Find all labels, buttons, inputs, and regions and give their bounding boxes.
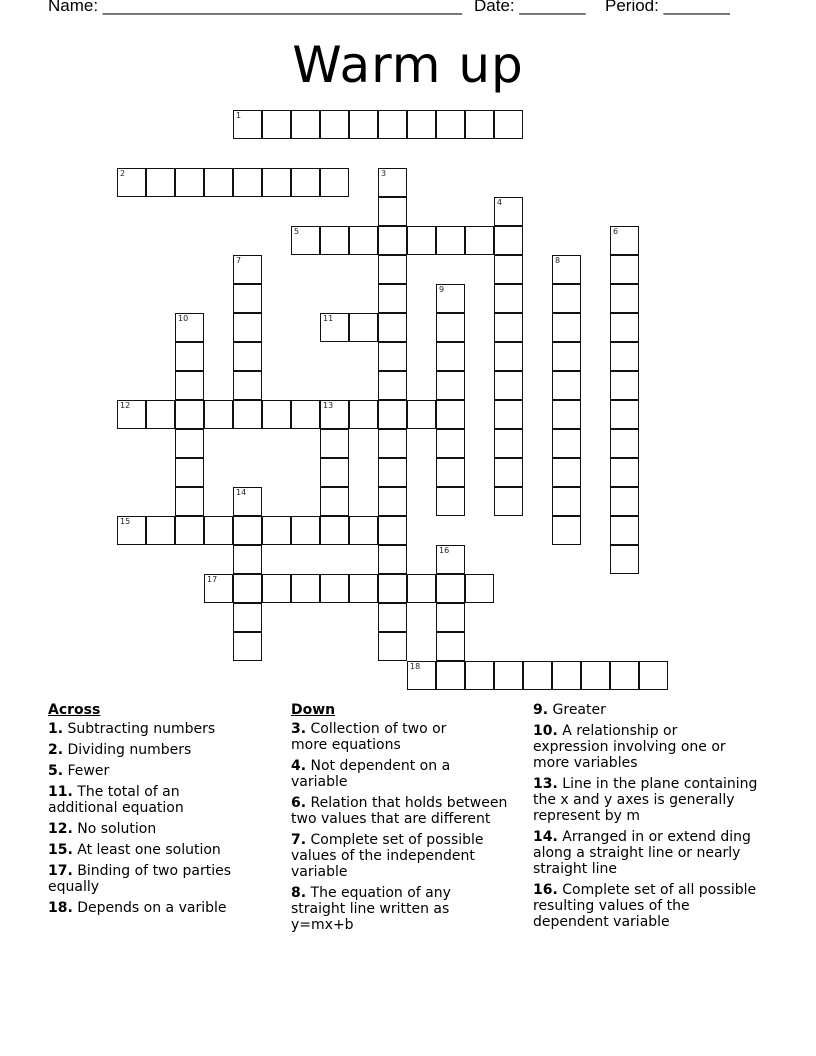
clue-number: 13 xyxy=(323,401,334,410)
crossword-cell[interactable] xyxy=(465,110,494,139)
crossword-cell[interactable] xyxy=(262,516,291,545)
crossword-cell[interactable] xyxy=(320,313,349,342)
crossword-cell[interactable] xyxy=(436,632,465,661)
clue-number: 3 xyxy=(381,169,387,178)
crossword-cell[interactable] xyxy=(320,226,349,255)
crossword-cell[interactable] xyxy=(378,487,407,516)
crossword-cell[interactable] xyxy=(378,226,407,255)
across-clues xyxy=(48,702,268,921)
clue-number: 18 xyxy=(410,662,421,671)
crossword-cell[interactable] xyxy=(610,545,639,574)
name-field[interactable]: Name: ______________________________________ xyxy=(48,0,463,15)
clue-down-13: 13. Line in the plane containing the x and y axes is generally represent by m xyxy=(533,776,758,824)
crossword-cell[interactable] xyxy=(552,429,581,458)
clue-down-9: 9. Greater xyxy=(533,702,606,718)
clue-across-12: 12. No solution xyxy=(48,821,157,837)
clue-number: 6 xyxy=(613,227,619,236)
clue-number: 14 xyxy=(236,488,247,497)
crossword-cell[interactable] xyxy=(233,168,262,197)
crossword-cell[interactable] xyxy=(204,400,233,429)
clue-down-16: 16. Complete set of all possible resulting values of the dependent variable xyxy=(533,882,757,930)
crossword-cell[interactable] xyxy=(610,487,639,516)
crossword-cell[interactable] xyxy=(552,487,581,516)
crossword-cell[interactable] xyxy=(291,110,320,139)
crossword-cell[interactable] xyxy=(117,168,146,197)
down-clues-col1 xyxy=(291,702,516,938)
crossword-cell[interactable] xyxy=(175,458,204,487)
clue-number: 4 xyxy=(497,198,503,207)
crossword-cell[interactable] xyxy=(175,516,204,545)
crossword-cell[interactable] xyxy=(117,516,146,545)
down-heading: Down xyxy=(291,702,336,718)
crossword-cell[interactable] xyxy=(320,429,349,458)
crossword-cell[interactable] xyxy=(465,226,494,255)
clue-down-10: 10. A relationship or expression involving one or more variables xyxy=(533,723,726,771)
clue-across-17: 17. Binding of two parties equally xyxy=(48,863,232,895)
crossword-cell[interactable] xyxy=(233,487,262,516)
crossword-cell[interactable] xyxy=(610,371,639,400)
crossword-cell[interactable] xyxy=(175,487,204,516)
clue-down-7: 7. Complete set of possible values of the independent variable xyxy=(291,832,484,880)
crossword-cell[interactable] xyxy=(320,516,349,545)
crossword-cell[interactable] xyxy=(581,661,610,690)
crossword-cell[interactable] xyxy=(494,429,523,458)
across-heading: Across xyxy=(48,702,101,718)
crossword-cell[interactable] xyxy=(494,255,523,284)
crossword-cell[interactable] xyxy=(320,168,349,197)
crossword-cell[interactable] xyxy=(552,313,581,342)
crossword-cell[interactable] xyxy=(610,661,639,690)
crossword-cell[interactable] xyxy=(552,371,581,400)
crossword-cell[interactable] xyxy=(204,168,233,197)
clue-across-1: 1. Subtracting numbers xyxy=(48,721,216,737)
crossword-cell[interactable] xyxy=(262,574,291,603)
crossword-cell[interactable] xyxy=(233,110,262,139)
clue-number: 9 xyxy=(439,285,445,294)
crossword-cell[interactable] xyxy=(378,342,407,371)
crossword-cell[interactable] xyxy=(436,400,465,429)
crossword-cell[interactable] xyxy=(291,226,320,255)
crossword-cell[interactable] xyxy=(436,371,465,400)
crossword-cell[interactable] xyxy=(204,574,233,603)
crossword-cell[interactable] xyxy=(523,661,552,690)
clue-number: 2 xyxy=(120,169,126,178)
crossword-cell[interactable] xyxy=(552,400,581,429)
crossword-cell[interactable] xyxy=(610,429,639,458)
clue-number: 12 xyxy=(120,401,131,410)
clue-number: 16 xyxy=(439,546,450,555)
crossword-cell[interactable] xyxy=(436,284,465,313)
crossword-cell[interactable] xyxy=(436,487,465,516)
clue-number: 17 xyxy=(207,575,218,584)
clue-number: 7 xyxy=(236,256,242,265)
crossword-cell[interactable] xyxy=(639,661,668,690)
crossword-cell[interactable] xyxy=(436,342,465,371)
date-field[interactable]: Date: _______ xyxy=(474,0,586,15)
crossword-cell[interactable] xyxy=(291,168,320,197)
crossword-cell[interactable] xyxy=(494,226,523,255)
crossword-cell[interactable] xyxy=(320,400,349,429)
crossword-cell[interactable] xyxy=(175,168,204,197)
crossword-cell[interactable] xyxy=(146,516,175,545)
crossword-cell[interactable] xyxy=(262,168,291,197)
crossword-cell[interactable] xyxy=(436,110,465,139)
crossword-cell[interactable] xyxy=(494,197,523,226)
crossword-cell[interactable] xyxy=(320,110,349,139)
crossword-cell[interactable] xyxy=(465,661,494,690)
crossword-cell[interactable] xyxy=(233,371,262,400)
crossword-cell[interactable] xyxy=(378,284,407,313)
crossword-cell[interactable] xyxy=(378,458,407,487)
crossword-cell[interactable] xyxy=(291,400,320,429)
clue-down-4: 4. Not dependent on a variable xyxy=(291,758,451,790)
crossword-cell[interactable] xyxy=(552,516,581,545)
clue-across-2: 2. Dividing numbers xyxy=(48,742,192,758)
clue-number: 1 xyxy=(236,111,242,120)
crossword-cell[interactable] xyxy=(204,516,233,545)
crossword-cell[interactable] xyxy=(436,603,465,632)
crossword-cell[interactable] xyxy=(233,632,262,661)
crossword-cell[interactable] xyxy=(494,371,523,400)
crossword-cell[interactable] xyxy=(117,400,146,429)
crossword-cell[interactable] xyxy=(349,110,378,139)
crossword-cell[interactable] xyxy=(552,458,581,487)
clue-number: 10 xyxy=(178,314,189,323)
crossword-cell[interactable] xyxy=(494,110,523,139)
crossword-cell[interactable] xyxy=(552,284,581,313)
crossword-cell[interactable] xyxy=(233,516,262,545)
crossword-cell[interactable] xyxy=(494,400,523,429)
clue-number: 15 xyxy=(120,517,131,526)
crossword-cell[interactable] xyxy=(610,226,639,255)
crossword-cell[interactable] xyxy=(233,313,262,342)
crossword-cell[interactable] xyxy=(494,313,523,342)
crossword-cell[interactable] xyxy=(436,545,465,574)
crossword-cell[interactable] xyxy=(436,313,465,342)
crossword-cell[interactable] xyxy=(436,661,465,690)
crossword-cell[interactable] xyxy=(349,313,378,342)
crossword-cell[interactable] xyxy=(378,429,407,458)
clue-number: 8 xyxy=(555,256,561,265)
crossword-cell[interactable] xyxy=(233,255,262,284)
crossword-cell[interactable] xyxy=(233,574,262,603)
crossword-cell[interactable] xyxy=(407,661,436,690)
crossword-cell[interactable] xyxy=(465,574,494,603)
clue-number: 11 xyxy=(323,314,334,323)
crossword-cell[interactable] xyxy=(233,545,262,574)
crossword-cell[interactable] xyxy=(407,110,436,139)
crossword-cell[interactable] xyxy=(262,400,291,429)
clue-down-14: 14. Arranged in or extend ding along a straight line or nearly straight line xyxy=(533,829,751,877)
clue-across-11: 11. The total of an additional equation xyxy=(48,784,184,816)
clue-across-18: 18. Depends on a varible xyxy=(48,900,227,916)
crossword-cell[interactable] xyxy=(175,429,204,458)
crossword-cell[interactable] xyxy=(378,110,407,139)
crossword-cell[interactable] xyxy=(494,342,523,371)
crossword-cell[interactable] xyxy=(378,516,407,545)
period-field[interactable]: Period: _______ xyxy=(605,0,730,15)
crossword-cell[interactable] xyxy=(436,458,465,487)
crossword-cell[interactable] xyxy=(378,545,407,574)
crossword-cell[interactable] xyxy=(320,574,349,603)
clue-down-8: 8. The equation of any straight line written as y=mx+b xyxy=(291,885,451,933)
clue-across-15: 15. At least one solution xyxy=(48,842,221,858)
crossword-cell[interactable] xyxy=(494,458,523,487)
crossword-cell[interactable] xyxy=(349,516,378,545)
crossword-cell[interactable] xyxy=(378,197,407,226)
crossword-cell[interactable] xyxy=(378,603,407,632)
crossword-cell[interactable] xyxy=(407,400,436,429)
clue-number: 5 xyxy=(294,227,300,236)
crossword-cell[interactable] xyxy=(610,313,639,342)
crossword-cell[interactable] xyxy=(233,400,262,429)
crossword-cell[interactable] xyxy=(610,255,639,284)
crossword-cell[interactable] xyxy=(610,342,639,371)
crossword-cell[interactable] xyxy=(233,342,262,371)
crossword-cell[interactable] xyxy=(378,632,407,661)
crossword-cell[interactable] xyxy=(494,284,523,313)
crossword-cell[interactable] xyxy=(262,110,291,139)
crossword-cell[interactable] xyxy=(552,661,581,690)
down-clues-col2 xyxy=(533,702,763,935)
crossword-cell[interactable] xyxy=(610,458,639,487)
crossword-cell[interactable] xyxy=(233,603,262,632)
crossword-cell[interactable] xyxy=(146,400,175,429)
crossword-cell[interactable] xyxy=(349,400,378,429)
crossword-cell[interactable] xyxy=(175,371,204,400)
crossword-cell[interactable] xyxy=(378,400,407,429)
crossword-cell[interactable] xyxy=(407,574,436,603)
crossword-cell[interactable] xyxy=(407,226,436,255)
crossword-cell[interactable] xyxy=(378,371,407,400)
crossword-cell[interactable] xyxy=(610,284,639,313)
crossword-cell[interactable] xyxy=(436,429,465,458)
crossword-cell[interactable] xyxy=(349,574,378,603)
crossword-cell[interactable] xyxy=(175,313,204,342)
crossword-cell[interactable] xyxy=(146,168,175,197)
crossword-cell[interactable] xyxy=(349,226,378,255)
crossword-cell[interactable] xyxy=(378,313,407,342)
crossword-cell[interactable] xyxy=(378,574,407,603)
page-title: Warm up xyxy=(292,36,524,94)
clue-across-5: 5. Fewer xyxy=(48,763,110,779)
crossword-cell[interactable] xyxy=(291,516,320,545)
crossword-cell[interactable] xyxy=(378,168,407,197)
crossword-cell[interactable] xyxy=(610,400,639,429)
crossword-cell[interactable] xyxy=(175,400,204,429)
crossword-cell[interactable] xyxy=(552,342,581,371)
crossword-cell[interactable] xyxy=(320,458,349,487)
clue-down-6: 6. Relation that holds between two values that are different xyxy=(291,795,508,827)
crossword-cell[interactable] xyxy=(436,226,465,255)
crossword-cell[interactable] xyxy=(320,487,349,516)
crossword-cell[interactable] xyxy=(494,661,523,690)
crossword-cell[interactable] xyxy=(494,487,523,516)
crossword-cell[interactable] xyxy=(291,574,320,603)
clue-down-3: 3. Collection of two or more equations xyxy=(291,721,447,753)
crossword-cell[interactable] xyxy=(233,284,262,313)
crossword-cell[interactable] xyxy=(610,516,639,545)
crossword-cell[interactable] xyxy=(175,342,204,371)
crossword-cell[interactable] xyxy=(552,255,581,284)
crossword-cell[interactable] xyxy=(378,255,407,284)
crossword-cell[interactable] xyxy=(436,574,465,603)
